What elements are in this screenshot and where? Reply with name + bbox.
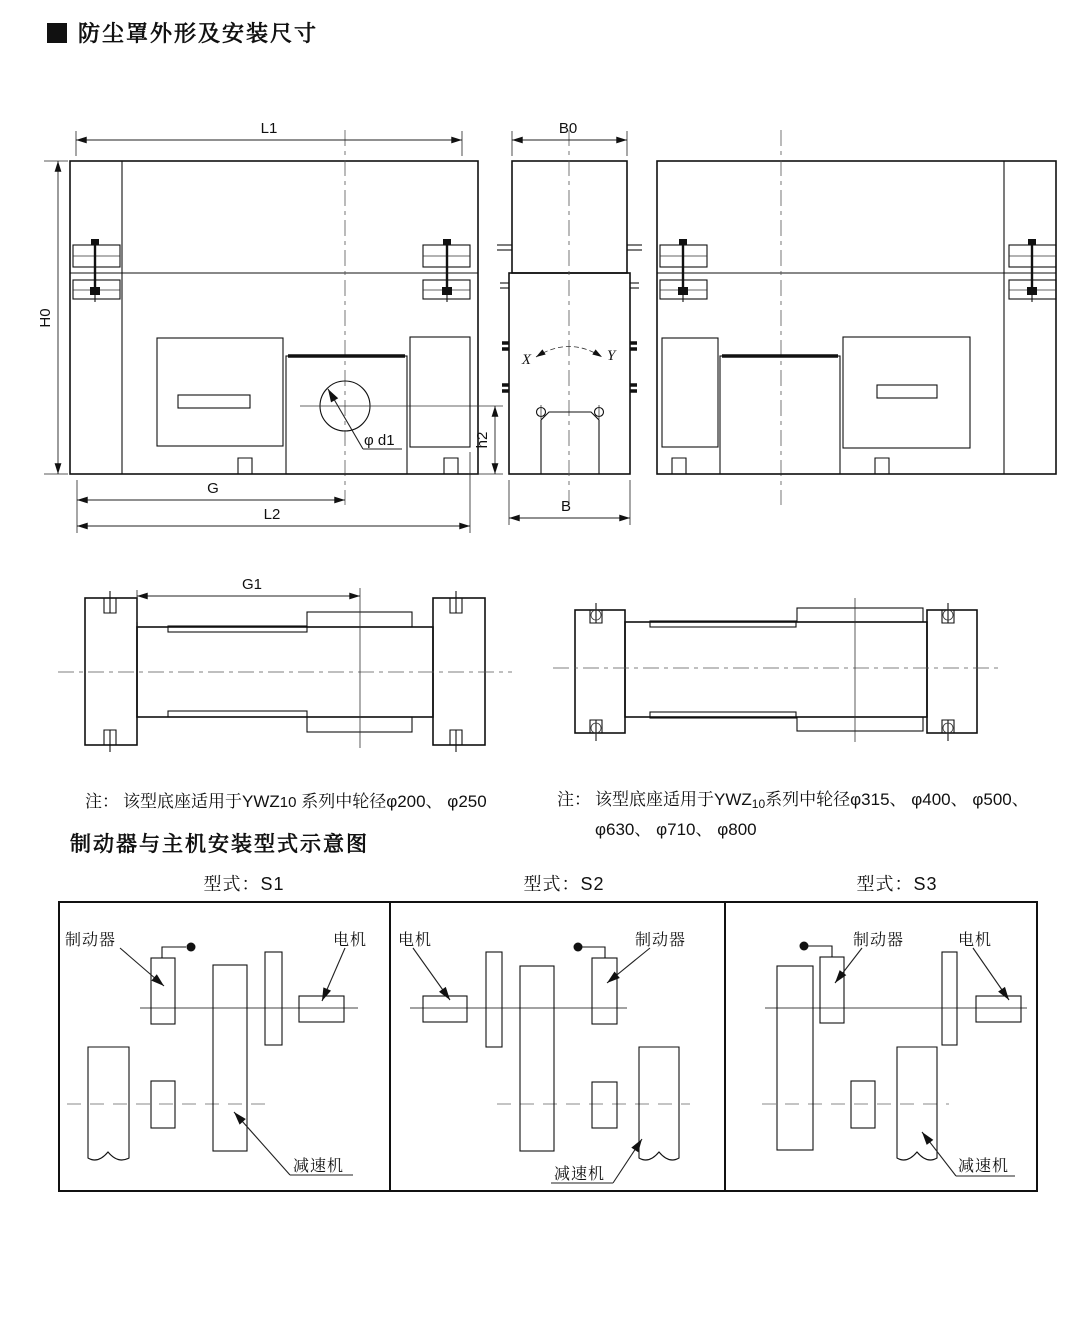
panel-s3-brake-label: 制动器 <box>853 932 905 949</box>
dim-l2-label: L2 <box>263 506 281 523</box>
side-view <box>497 130 642 505</box>
dim-h0-label: H0 <box>37 308 54 328</box>
panel-s1-motor-label: 电机 <box>333 932 368 949</box>
installation-section-title: 制动器与主机安装型式示意图 <box>70 833 369 856</box>
panel-s2-brake-label: 制动器 <box>635 932 687 949</box>
rear-view <box>657 130 1056 505</box>
panel-s2-header: 型式：S2 <box>523 874 605 894</box>
note-left-text: 该型底座适用于YWZ10 系列中轮径φ200、 φ250 <box>123 792 487 811</box>
panel-s3-motor-label: 电机 <box>958 932 993 949</box>
panel-s3-diagram <box>762 931 1027 1176</box>
panel-s2-reducer-label: 减速机 <box>554 1166 606 1183</box>
panel-s1-reducer-label: 减速机 <box>293 1158 345 1175</box>
note-right-text: 该型底座适用于$YWZ_{10}$系列中轮径φ315、 φ400、 φ500、 φ630、 φ710、 φ800 <box>595 790 1029 839</box>
dim-g1-label: G1 <box>241 576 263 593</box>
installation-panels <box>59 902 1037 1191</box>
panel-s2-motor-label: 电机 <box>398 932 433 949</box>
dim-y-label: Y <box>607 348 616 364</box>
panel-s1-diagram <box>65 931 367 1175</box>
panel-s3-reducer-label: 减速机 <box>958 1158 1010 1175</box>
panel-s1-brake-label: 制动器 <box>65 932 117 949</box>
plan-view-left <box>58 576 512 752</box>
note-right-label: 注： <box>557 790 591 809</box>
dim-b-label: B <box>560 498 572 515</box>
note-left <box>85 789 555 816</box>
dim-phid1-label: φ d1 <box>364 432 395 449</box>
note-right <box>557 787 1087 843</box>
note-left-label: 注： <box>85 792 119 811</box>
dim-h2-label: h2 <box>474 431 491 449</box>
dim-b0-label: B0 <box>558 120 578 137</box>
panel-s1-header: 型式：S1 <box>203 874 285 894</box>
page-title-text: 防尘罩外形及安装尺寸 <box>78 21 319 46</box>
panel-s3-header: 型式：S3 <box>856 874 938 894</box>
dim-x-label: X <box>521 352 531 368</box>
panel-s2-diagram <box>398 931 690 1183</box>
front-view <box>70 130 503 505</box>
dim-l1-label: L1 <box>260 120 278 137</box>
dim-g-label: G <box>207 480 219 497</box>
plan-view-right <box>553 598 1000 742</box>
